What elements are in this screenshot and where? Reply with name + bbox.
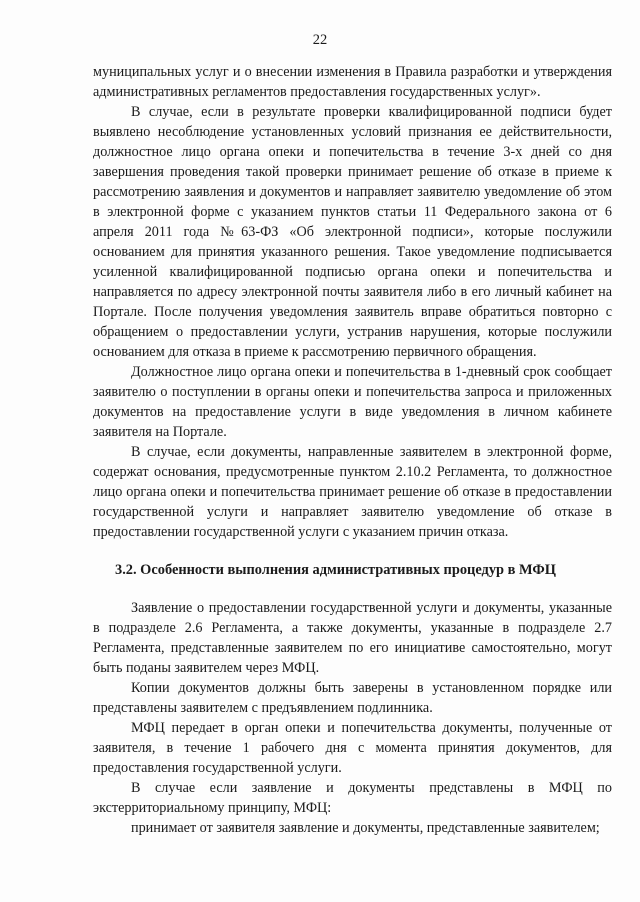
paragraph: принимает от заявителя заявление и документы, представленные заявителем;: [131, 820, 600, 836]
section-heading: 3.2. Особенности выполнения административных процедур в МФЦ: [115, 562, 556, 578]
page-number: 22: [312, 32, 328, 48]
paragraph: В случае, если документы, направленные заявителем в электронной форме, содержат основания, предусмотренные пунктом 2.10.2 Регламента, то должностное лицо органа опеки и попечительства принимает решение об отказе в предоставлении государственной услуги и направляет заявителю уведомление об отказе в предоставлении государственной услуги с указанием причин отказа.: [93, 444, 612, 540]
page-content: [93, 62, 612, 838]
paragraph: Должностное лицо органа опеки и попечительства в 1-дневный срок сообщает заявителю о поступлении в органы опеки и попечительства запроса и приложенных документов на предоставление услуги в виде уведомления в личном кабинете заявителя на Портале.: [93, 364, 612, 440]
paragraph: В случае, если в результате проверки квалифицированной подписи будет выявлено несоблюдение установленных условий признания ее действительности, должностное лицо органа опеки и попечительства в течение 3-х дней со дня завершения проведения такой проверки принимает решение об отказе в приеме к рассмотрению заявления и документов и направляет заявителю уведомление об этом в электронной форме с указанием пунктов статьи 11 Федерального закона от 6 апреля 2011 года №63-ФЗ «Об электронной подписи», которые послужили основанием для принятия указанного решения. Такое уведомление подписывается усиленной квалифицированной подписью органа опеки и попечительства и направляется по адресу электронной почты заявителя либо в его личный кабинет на Портале. После получения уведомления заявитель вправе обратиться повторно с обращением о предоставлении услуги, устранив нарушения, которые послужили основанием для отказа в приеме к рассмотрению первичного обращения.: [93, 104, 612, 360]
paragraph: Заявление о предоставлении государственной услуги и документы, указанные в подразделе 2.6 Регламента, а также документы, указанные в подразделе 2.7 Регламента, представленные заявителем по его инициативе самостоятельно, могут быть поданы заявителем через МФЦ.: [93, 600, 612, 676]
paragraph: муниципальных услуг и о внесении изменения в Правила разработки и утверждения административных регламентов предоставления государственных услуг».: [93, 64, 612, 100]
paragraph: МФЦ передает в орган опеки и попечительства документы, полученные от заявителя, в течение 1 рабочего дня с момента принятия документов, для предоставления государственной услуги.: [93, 720, 612, 776]
paragraph: Копии документов должны быть заверены в установленном порядке или представлены заявителем с предъявлением подлинника.: [93, 680, 612, 716]
paragraph: В случае если заявление и документы представлены в МФЦ по экстерриториальному принципу, МФЦ:: [93, 780, 612, 816]
